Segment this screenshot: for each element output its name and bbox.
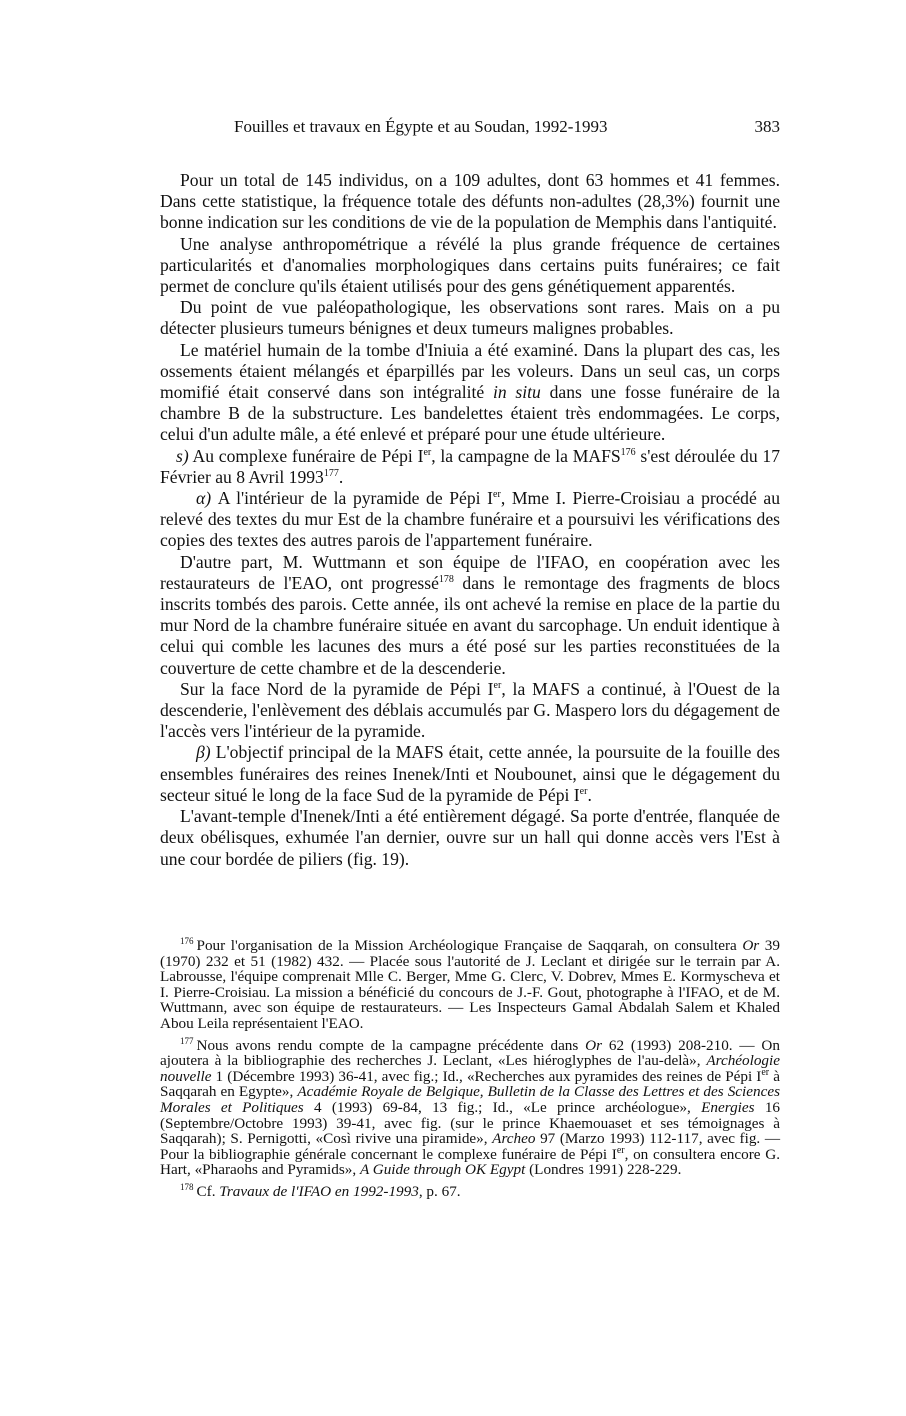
footnotes [160,935,781,1206]
subsection-label: α) [196,488,212,509]
footnote-ref: 176 [620,446,636,458]
footnote-177: $^{177}$ Nous avons rendu compte de la campagne précédente dans Or 62 (1993) 208-210. — On ajoutera à la bibliographie des recherches J. Leclant, «Les hiéroglyphes de l'au-delà», Archéologie nouvelle 1 (Décembre 1993) 36-41, avec fig.; Id., «Recherches aux pyramides des reines de Pépi Ier à Saqqarah en Egypte», Académie Royale de Belgique, Bulletin de la Classe des Lettres et des Sciences Morales et Politiques 4 (1993) 69-84, 13 fig.; Id., «Le prince archéologue», Energies 16 (Septembre/Octobre 1993) 39-41, avec fig. (sur le prince Khaemouaset et ses témoignages à Saqqarah); S. Pernigotti, «Così rivive una piramide», Archeo 97 (Marzo 1993) 112-117, avec fig. — Pour la bibliographie générale concernant le complexe funéraire de Pépi Ier, on consultera encore G. Hart, «Pharaohs and Pyramids», A Guide through OK Egypt (Londres 1991) 228-229. [160,1035,781,1179]
footnote-ref: 178 [438,574,454,585]
footnote-ref: 177 [323,467,339,479]
paragraph: Une analyse anthropométrique a révélé la plus grande fréquence de certaines particularités et d'anomalies morphologiques dans certains puits funéraires; ce fait permet de conclure qu'ils étaient utilisés pour des gens génétiquement apparentés. [160,233,780,297]
footnote-178: $^{178}$ Cf. Travaux de l'IFAO en 1992-1993, p. 67. [180,1181,461,1200]
section-s-paragraph: s) Au complexe funéraire de Pépi Ier, la campagne de la MAFS$^{176}$ s'est déroulée du 17 Février au 8 Avril 1993$^{177}$. [160,445,781,487]
paragraph: L'avant-temple d'Inenek/Inti a été entièrement dégagé. Sa porte d'entrée, flanquée de deux obélisques, exhumée l'an dernier, ouvre sur un hall qui donne accès vers l'Est à une cour bordée de piliers (fig. 19). [160,806,780,869]
paragraph: Le matériel humain de la tombe d'Iniuia a été examiné. Dans la plupart des cas, les ossements étaient mélangés et éparpillés par les voleurs. Dans un seul cas, un corps momifié était conservé dans son intégralité in situ dans une fosse funéraire de la chambre B de la substructure. Les bandelettes étaient très endommagées. Le corps, celui d'un adulte mâle, a été enlevé et préparé pour une étude ultérieure. [160,339,780,445]
body-text [160,170,780,870]
subsection-beta-paragraph: β) L'objectif principal de la MAFS était, cette année, la poursuite de la fouille des ensembles funéraires des reines Inenek/Inti et Noubounet, ainsi que le dégagement du secteur situé le long de la face Sud de la pyramide de Pépi Ier. [160,742,780,805]
running-title: Fouilles et travaux en Égypte et au Soudan, 1992-1993 [234,117,608,136]
subsection-label: β) [196,742,211,763]
paragraph: D'autre part, M. Wuttmann et son équipe de l'IFAO, en coopération avec les restaurateurs de l'EAO, ont progressé$^{178}$ dans le remontage des fragments de blocs inscrits tombés des parois. Cette année, ils ont achevé la remise en place de la partie du mur Nord de la chambre funéraire située en avant du sarcophage. Un enduit identique à celui qui comble les lacunes des murs a été posé sur les parties reconstituées de la couverture de cette chambre et de la descenderie. [160,551,781,678]
section-label: s) [176,445,189,466]
footnote-176: $^{176}$ Pour l'organisation de la Mission Archéologique Française de Saqqarah, on consultera Or 39 (1970) 232 et 51 (1982) 432. — Placée sous l'autorité de J. Leclant et dirigée sur le terrain par A. Labrousse, l'équipe comprenait Mlle C. Berger, Mme G. Clerc, V. Dobrev, Mmes E. Kormyscheva et I. Pierre-Croisiau. La mission a bénéficié du concours de J.-F. Gout, photographe à l'IFAO, et de M. Wuttmann, avec son équipe de restaurateurs. — Les Inspecteurs Gamal Abdalah Salem et Khaled Abou Leila représentaient l'EAO. [160,935,780,1032]
subsection-alpha-paragraph: α) A l'intérieur de la pyramide de Pépi Ier, Mme I. Pierre-Croisiau a procédé au relevé des textes du mur Est de la chambre funéraire et a poursuivi les vérifications des copies des textes des autres parois de l'appartement funéraire. [160,488,780,551]
paragraph: Du point de vue paléopathologique, les observations sont rares. Mais on a pu détecter plusieurs tumeurs bénignes et deux tumeurs malignes probables. [160,297,780,339]
paragraph: Sur la face Nord de la pyramide de Pépi Ier, la MAFS a continué, à l'Ouest de la descenderie, l'enlèvement des déblais accumulés par G. Maspero lors du dégagement de l'accès vers l'intérieur de la pyramide. [160,678,780,742]
page-number: 383 [754,117,780,136]
paragraph: Pour un total de 145 individus, on a 109 adultes, dont 63 hommes et 41 femmes. Dans cette statistique, la fréquence totale des défunts non-adultes (28,3%) fournit une bonne indication sur les conditions de vie de la population de Memphis dans l'antiquité. [160,170,780,233]
